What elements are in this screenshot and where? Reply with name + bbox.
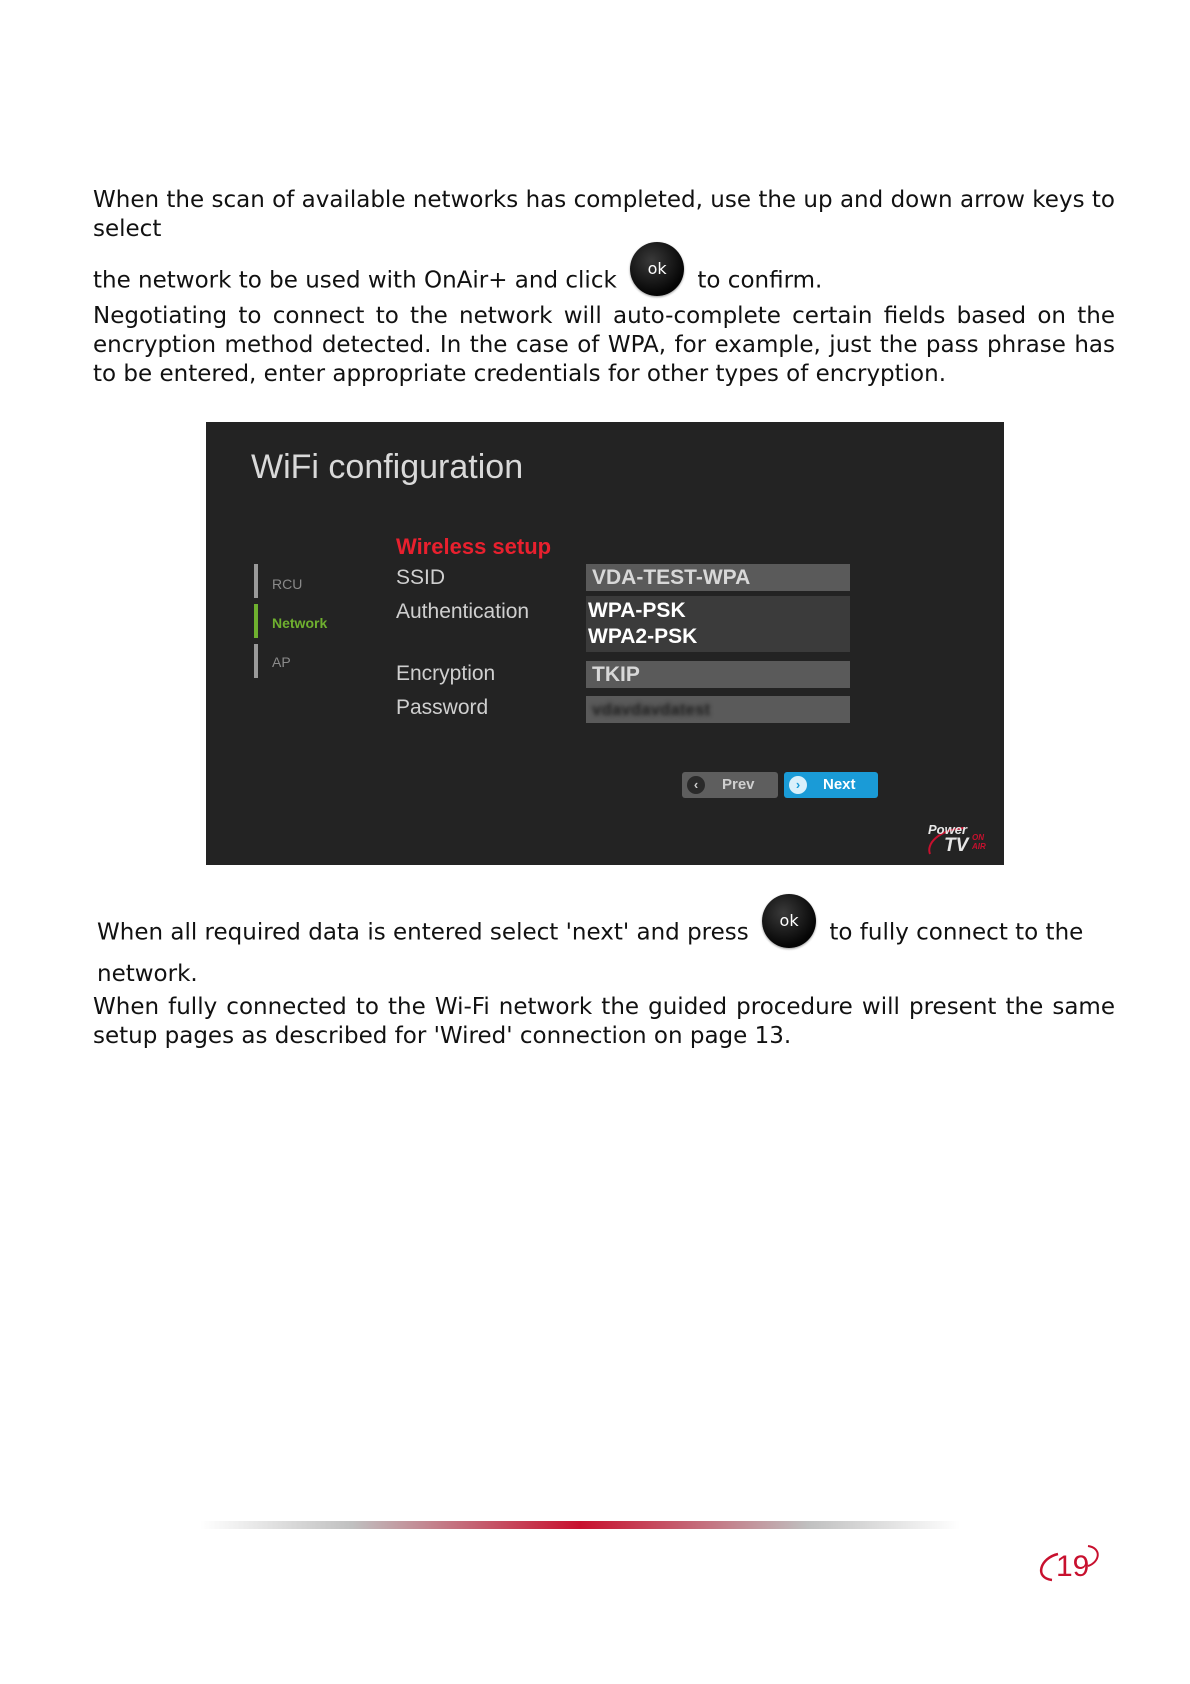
paragraph-line: When the scan of available networks has completed, use the up and down arrow keys to select <box>93 187 1115 242</box>
logo-word-tv: TV <box>944 835 969 856</box>
nav-item-rcu[interactable]: RCU <box>272 576 303 592</box>
paragraph-text: the network to be used with OnAir+ and click <box>93 267 617 294</box>
authentication-field[interactable] <box>586 596 850 652</box>
powertv-logo <box>924 820 994 856</box>
paragraph-text: to confirm. <box>697 267 823 294</box>
nav-bar-rcu <box>254 564 258 598</box>
logo-word-on: ON <box>972 833 984 842</box>
page-number-badge <box>1030 1538 1110 1588</box>
paragraph-text: When all required data is entered select 'next' and press <box>97 919 749 946</box>
paragraph-fully-connected: When fully connected to the Wi-Fi network the guided procedure will present the same setup pages as described for 'Wired' connection on page 13. <box>93 994 1115 1049</box>
auth-option-wpa-psk[interactable]: WPA-PSK <box>588 599 686 622</box>
ssid-label: SSID <box>396 566 446 589</box>
logo-word-air: AIR <box>972 842 986 851</box>
prev-button[interactable] <box>682 772 778 798</box>
ok-button-icon: ok <box>630 242 684 296</box>
paragraph-text: to fully connect to the network. <box>97 919 1084 987</box>
ssid-field[interactable]: VDA-TEST-WPA <box>586 564 850 591</box>
screen-title: WiFi configuration <box>251 448 524 486</box>
logo-word-power: Power <box>928 822 968 837</box>
encryption-field[interactable]: TKIP <box>586 661 850 688</box>
paragraph-line-with-ok <box>93 254 1115 308</box>
wifi-config-screenshot <box>206 422 1004 865</box>
nav-item-network[interactable]: Network <box>272 615 328 631</box>
authentication-label: Authentication <box>396 600 530 623</box>
auth-option-wpa2-psk[interactable]: WPA2-PSK <box>588 625 698 648</box>
next-button-label: Next <box>823 776 856 793</box>
footer-divider <box>200 1521 960 1529</box>
chevron-left-icon: ‹ <box>687 776 705 794</box>
password-label: Password <box>396 696 489 719</box>
nav-bar-ap <box>254 644 258 678</box>
next-button[interactable] <box>784 772 878 798</box>
prev-button-label: Prev <box>722 776 755 793</box>
encryption-label: Encryption <box>396 662 496 685</box>
ok-button-icon: ok <box>762 894 816 948</box>
nav-bar-network <box>254 604 258 638</box>
page-number: 19 <box>1056 1550 1090 1583</box>
password-field[interactable]: vdavdavdatest <box>586 696 850 723</box>
chevron-right-icon: › <box>789 776 807 794</box>
section-title: Wireless setup <box>396 534 552 559</box>
paragraph-select-network <box>93 186 1115 308</box>
nav-item-ap[interactable]: AP <box>272 654 291 670</box>
paragraph-negotiating: Negotiating to connect to the network will auto-complete certain fields based on the encryption method detected. In the case of WPA, for example, just the pass phrase has to be entered, enter appropriate credentials for other types of encryption. <box>93 303 1115 387</box>
paragraph-select-next <box>97 906 1117 989</box>
